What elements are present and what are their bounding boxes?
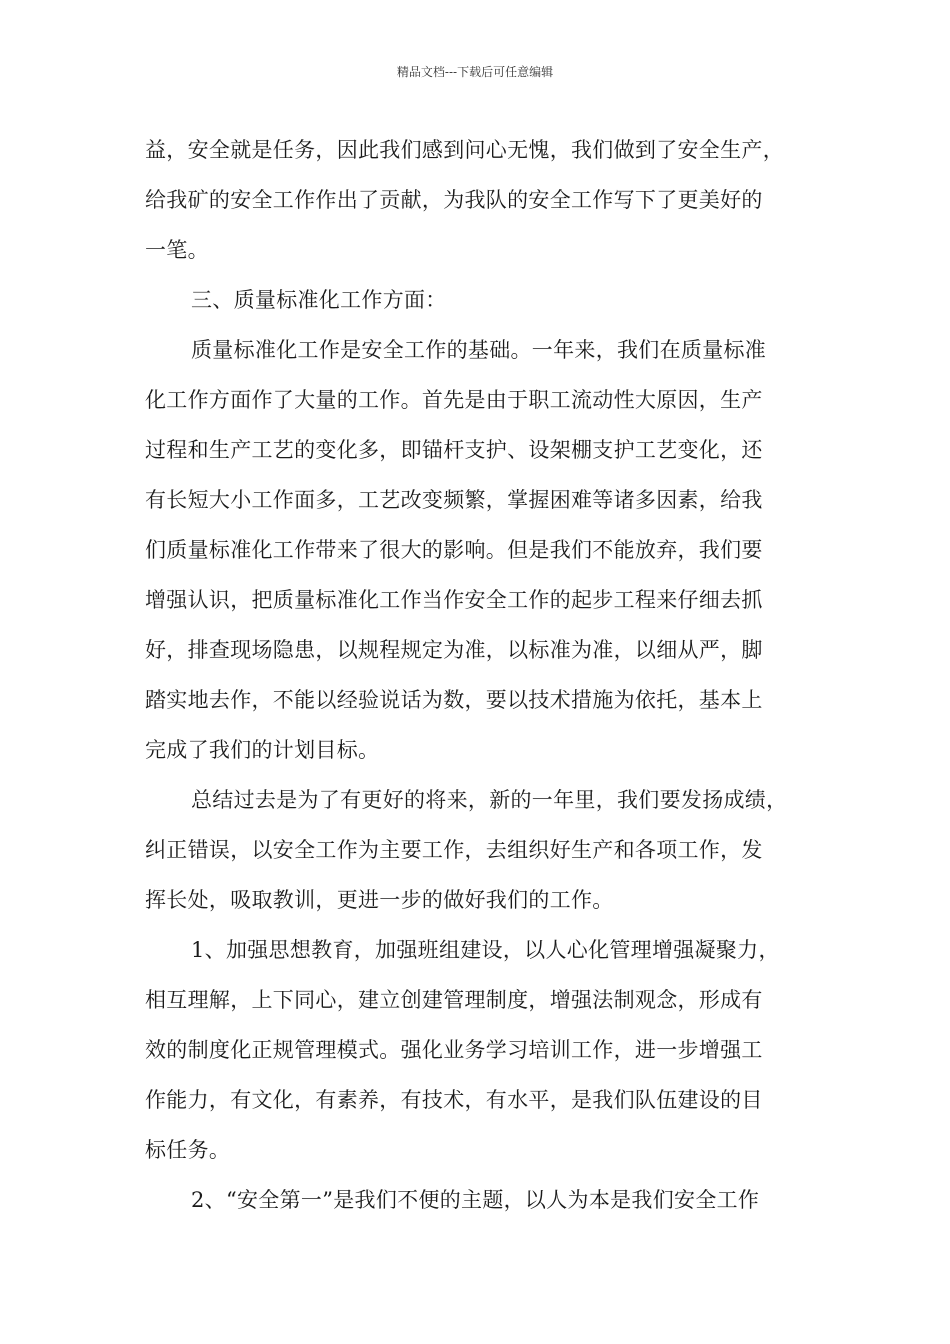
list-item-line: 2、“安全第一”是我们不便的主题，以人为本是我们安全工作 — [191, 1188, 760, 1212]
text-line: 们质量标准化工作带来了很大的影响。但是我们不能放弃，我们要 — [145, 538, 763, 562]
text-line: 标任务。 — [145, 1138, 231, 1162]
text-line: 化工作方面作了大量的工作。首先是由于职工流动性大原因，生产 — [145, 388, 763, 412]
text-line: 效的制度化正规管理模式。强化业务学习培训工作，进一步增强工 — [145, 1038, 763, 1062]
text-line: 挥长处，吸取教训，更进一步的做好我们的工作。 — [145, 888, 614, 912]
text-line: 相互理解，上下同心，建立创建管理制度，增强法制观念，形成有 — [145, 988, 763, 1012]
page-header: 精品文档---下载后可任意编辑 — [396, 65, 554, 79]
text-line: 总结过去是为了有更好的将来，新的一年里，我们要发扬成绩， — [191, 788, 788, 812]
text-line: 质量标准化工作是安全工作的基础。一年来，我们在质量标准 — [191, 338, 767, 362]
section-heading: 三、质量标准化工作方面： — [191, 288, 447, 312]
list-item-line: 1、加强思想教育，加强班组建设，以人心化管理增强凝聚力， — [191, 938, 780, 962]
text-line: 完成了我们的计划目标。 — [145, 738, 380, 762]
text-line: 纠正错误，以安全工作为主要工作，去组织好生产和各项工作，发 — [145, 838, 763, 862]
text-line: 好，排查现场隐患，以规程规定为准，以标准为准，以细从严，脚 — [145, 638, 763, 662]
text-line: 作能力，有文化，有素养，有技术，有水平，是我们队伍建设的目 — [145, 1088, 763, 1112]
text-line: 一笔。 — [145, 238, 209, 262]
text-line: 增强认识，把质量标准化工作当作安全工作的起步工程来仔细去抓 — [145, 588, 763, 612]
text-line: 益，安全就是任务，因此我们感到问心无愧，我们做到了安全生产， — [145, 138, 784, 162]
text-line: 过程和生产工艺的变化多，即锚杆支护、设架棚支护工艺变化，还 — [145, 438, 763, 462]
text-line: 给我矿的安全工作作出了贡献，为我队的安全工作写下了更美好的 — [145, 188, 763, 212]
text-line: 有长短大小工作面多，工艺改变频繁，掌握困难等诸多因素，给我 — [145, 488, 763, 512]
text-line: 踏实地去作，不能以经验说话为数，要以技术措施为依托，基本上 — [145, 688, 763, 712]
